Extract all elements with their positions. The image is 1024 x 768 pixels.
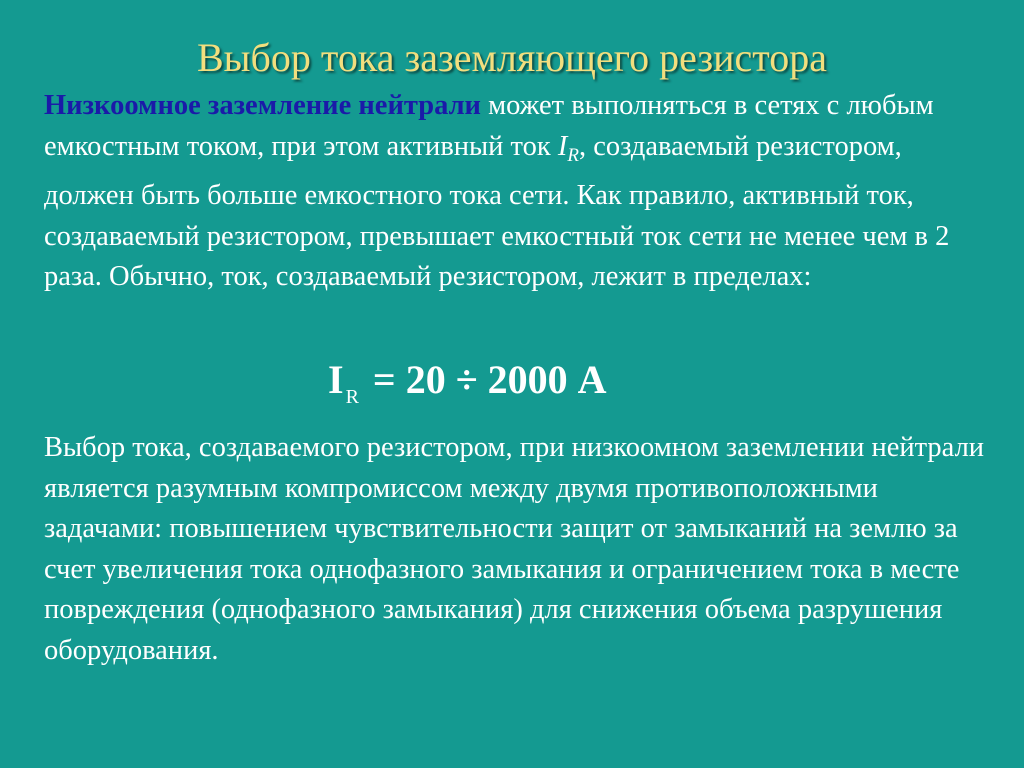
formula-expression: = 20 ÷ 2000 А <box>372 357 607 402</box>
formula-symbol: I <box>328 357 344 402</box>
paragraph-1-text-b: , создаваемый резистором, должен быть больше емкостного тока сети. Как правило, активный ток, создаваемый резистором, превышает емкостный ток сети не менее чем в 2 раза. Обычно, ток, создаваемый резистором, лежит в пределах: <box>44 130 950 292</box>
highlighted-term: Низкоомное заземление нейтрали <box>44 90 481 121</box>
paragraph-1-text-a: может выполняться в сетях с любым емкостным током, при этом активный ток <box>44 90 934 162</box>
formula-subscript: R <box>345 386 359 408</box>
paragraph-1 <box>44 86 994 298</box>
paragraph-2: Выбор тока, создаваемого резистором, при низкоомном заземлении нейтрали является разумным компромиссом между двумя противоположными задачами: повышением чувствительности защит от замыканий на землю за счет увеличения тока однофазного замыкания и ограничением тока в месте повреждения (однофазного замыкания) для снижения объема разрушения оборудования. <box>44 432 985 666</box>
current-symbol-subscript: R <box>567 144 579 166</box>
formula <box>328 352 607 425</box>
slide-title: Выбор тока заземляющего резистора <box>197 35 827 80</box>
current-symbol: I <box>557 130 568 162</box>
